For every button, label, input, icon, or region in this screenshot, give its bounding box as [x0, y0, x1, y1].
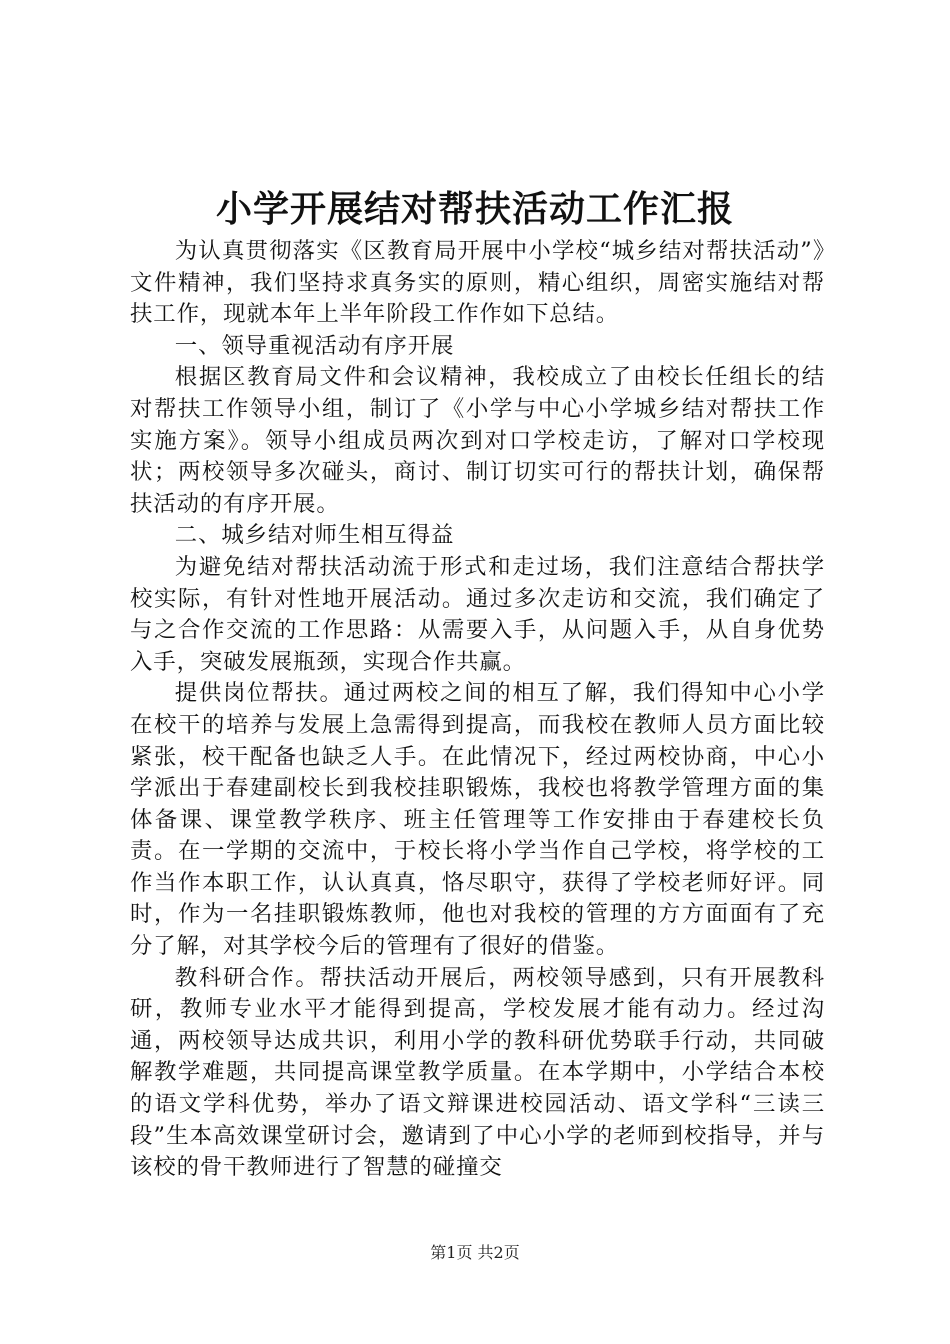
document-title: 小学开展结对帮扶活动工作汇报 — [215, 188, 734, 230]
research-cooperation-paragraph: 教科研合作。帮扶活动开展后，两校领导感到，只有开展教科研，教师专业水平才能得到提高，学校发展才能有动力。经过沟通，两校领导达成共识，利用小学的教科研优势联手行动，共同破解教学难题，共同提高课堂教学质量。在本学期中，小学结合本校的语文学科优势，举办了语文辩课进校园活动、语文学科“三读三段”生本高效课堂研讨会，邀请到了中心小学的老师到校指导，并与该校的骨干教师进行了智慧的碰撞交 — [130, 964, 825, 1181]
section-heading-2: 二、城乡结对师生相互得益 — [174, 522, 455, 549]
section-2-paragraph: 为避免结对帮扶活动流于形式和走过场，我们注意结合帮扶学校实际，有针对性地开展活动。通过多次走访和交流，我们确定了与之合作交流的工作思路：从需要入手，从问题入手，从自身优势入手，突破发展瓶颈，实现合作共赢。 — [130, 553, 825, 675]
document-body — [130, 236, 825, 1184]
section-heading-1: 一、领导重视活动有序开展 — [174, 332, 455, 359]
page-footer: 第1页 共2页 — [430, 1243, 520, 1262]
section-1-paragraph: 根据区教育局文件和会议精神，我校成立了由校长任组长的结对帮扶工作领导小组，制订了《小学与中心小学城乡结对帮扶工作实施方案》。领导小组成员两次到对口学校走访，了解对口学校现状；两校领导多次碰头，商讨、制订切实可行的帮扶计划，确保帮扶活动的有序开展。 — [130, 364, 825, 517]
post-support-paragraph: 提供岗位帮扶。通过两校之间的相互了解，我们得知中心小学在校干的培养与发展上急需得到提高，而我校在教师人员方面比较紧张，校干配备也缺乏人手。在此情况下，经过两校协商，中心小学派出于春建副校长到我校挂职锻炼，我校也将教学管理方面的集体备课、课堂教学秩序、班主任管理等工作安排由于春建校长负责。在一学期的交流中，于校长将小学当作自己学校，将学校的工作当作本职工作，认认真真，恪尽职守，获得了学校老师好评。同时，作为一名挂职锻炼教师，他也对我校的管理的方方面面有了充分了解，对其学校今后的管理有了很好的借鉴。 — [130, 680, 825, 960]
intro-paragraph: 为认真贯彻落实《区教育局开展中小学校“城乡结对帮扶活动”》文件精神，我们坚持求真务实的原则，精心组织，周密实施结对帮扶工作，现就本年上半年阶段工作作如下总结。 — [130, 238, 825, 328]
